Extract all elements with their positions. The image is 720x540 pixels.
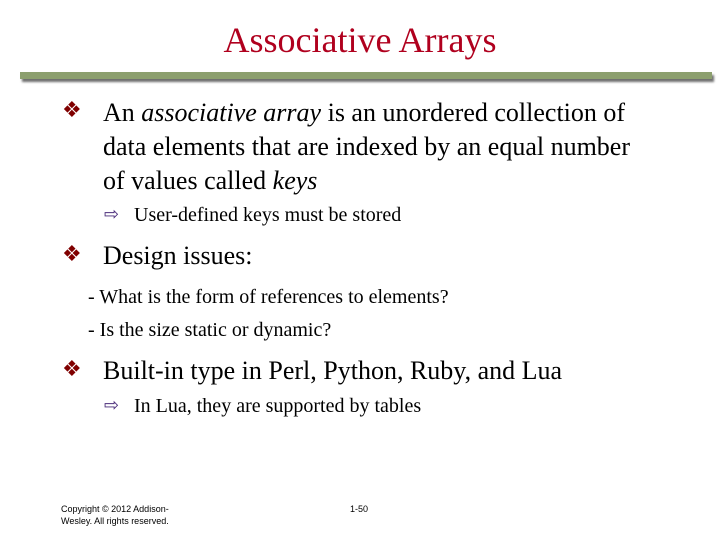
diamond-bullet-icon: ❖	[62, 357, 82, 382]
bullet-1-keys: keys	[272, 166, 318, 195]
sub-bullet-1: User-defined keys must be stored	[134, 204, 402, 226]
bullet-1-line-3-pre: of values called	[103, 166, 273, 195]
bullet-1-line-2: data elements that are indexed by an equal number	[103, 132, 631, 161]
outline-arrow-icon: ⇨	[104, 204, 120, 225]
bullet-1-line-1	[103, 96, 625, 130]
slide-title: Associative Arrays	[223, 20, 497, 60]
page-number: 1-50	[350, 504, 369, 514]
bullet-1-italic: associative array	[141, 98, 322, 127]
outline-arrow-icon: ⇨	[104, 395, 120, 416]
copyright-line-1: Copyright © 2012 Addison-	[61, 504, 169, 514]
copyright-line-2: Wesley. All rights reserved.	[61, 516, 169, 526]
title-divider	[20, 72, 712, 79]
diamond-bullet-icon: ❖	[62, 98, 82, 123]
sub-bullet-3: In Lua, they are supported by tables	[134, 395, 422, 417]
bullet-2: Design issues:	[103, 241, 253, 270]
bullet-1-post: is an unordered collection of	[321, 98, 626, 127]
bullet-1-line-3	[103, 164, 317, 198]
bullet-3: Built-in type in Perl, Python, Ruby, and Lua	[103, 356, 563, 385]
design-issue-1: - What is the form of references to elements?	[88, 286, 449, 308]
diamond-bullet-icon: ❖	[62, 242, 82, 267]
design-issue-2: - Is the size static or dynamic?	[88, 319, 332, 341]
copyright-notice	[61, 503, 169, 527]
bullet-1-pre: An	[103, 98, 142, 127]
